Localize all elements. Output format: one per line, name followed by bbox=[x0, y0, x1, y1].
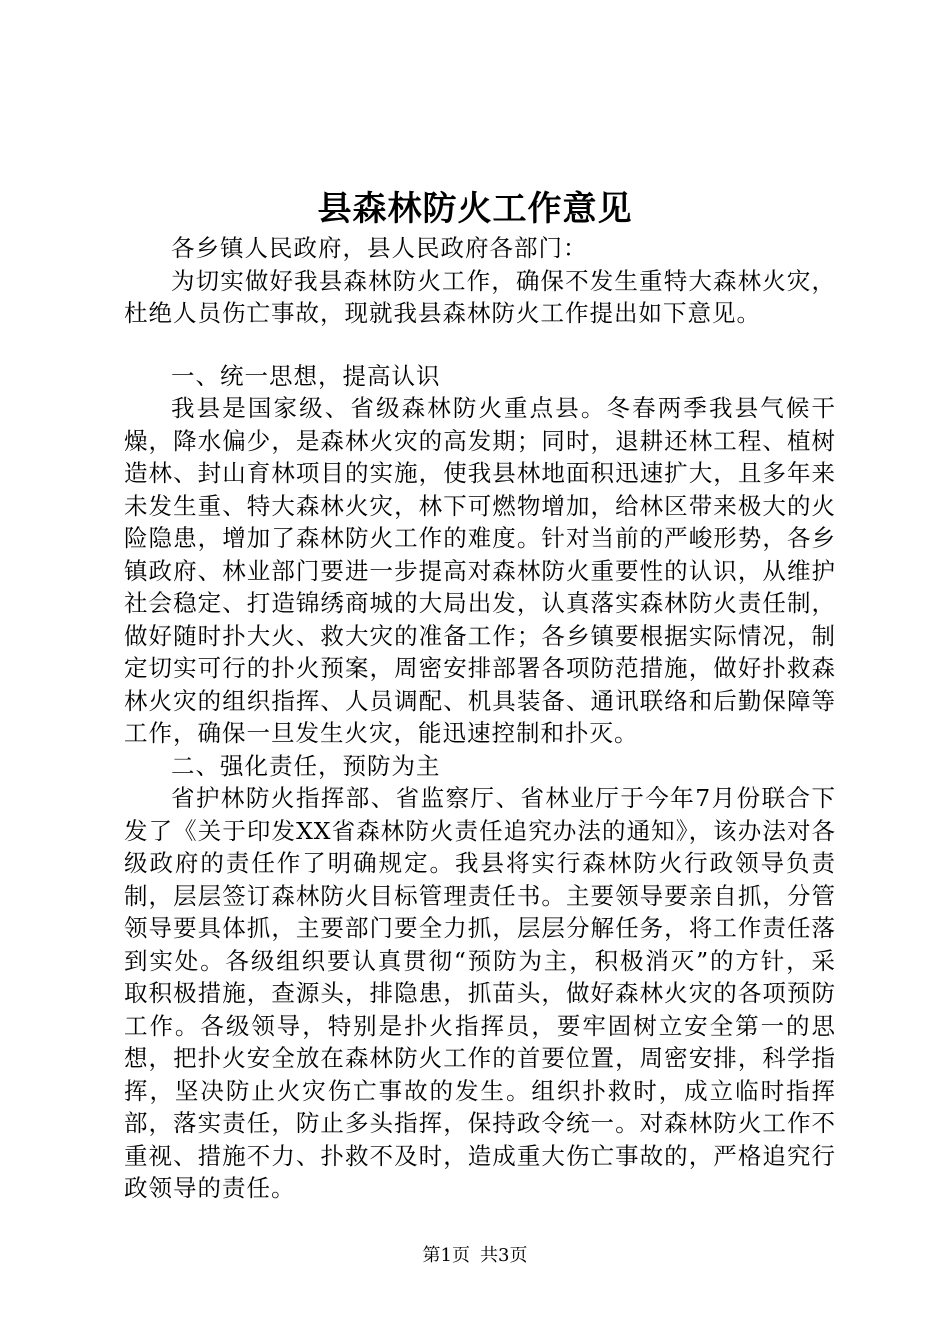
section-body-1: 我县是国家级、省级森林防火重点县。冬春两季我县气候干燥，降水偏少，是森林火灾的高发期；同时，退耕还林工程、植树造林、封山育林项目的实施，使我县林地面积迅速扩大，且多年来未发生重、特大森林火灾，林下可燃物增加，给林区带来极大的火险隐患，增加了森林防火工作的难度。针对当前的严峻形势，各乡镇政府、林业部门要进一步提高对森林防火重要性的认识，从维护社会稳定、打造锦绣商城的大局出发，认真落实森林防火责任制，做好随时扑大火、救大灾的准备工作；各乡镇要根据实际情况，制定切实可行的扑火预案，周密安排部署各项防范措施，做好扑救森林火灾的组织指挥、人员调配、机具装备、通讯联络和后勤保障等工作，确保一旦发生火灾，能迅速控制和扑灭。 bbox=[124, 394, 836, 747]
section-heading-1: 一、统一思想，提高认识 bbox=[171, 361, 441, 390]
intro-paragraph: 为切实做好我县森林防火工作，确保不发生重特大森林火灾，杜绝人员伤亡事故，现就我县森林防火工作提出如下意见。 bbox=[124, 266, 836, 327]
section-heading-2: 二、强化责任，预防为主 bbox=[171, 751, 441, 780]
greeting-line: 各乡镇人民政府，县人民政府各部门： bbox=[171, 234, 588, 262]
document-body bbox=[124, 232, 836, 1205]
page-number: 第1页 bbox=[422, 1245, 470, 1266]
section-body-2: 省护林防火指挥部、省监察厅、省林业厅于今年7月份联合下发了《关于印发XX省森林防火责任追究办法的通知》，该办法对各级政府的责任作了明确规定。我县将实行森林防火行政领导负责制，层层签订森林防火目标管理责任书。主要领导要亲自抓，分管领导要具体抓，主要部门要全力抓，层层分解任务，将工作责任落到实处。各级组织要认真贯彻“预防为主，积极消灭”的方针，采取积极措施，查源头，排隐患，抓苗头，做好森林火灾的各项预防工作。各级领导，特别是扑火指挥员，要牢固树立安全第一的思想，把扑火安全放在森林防火工作的首要位置，周密安排，科学指挥，坚决防止火灾伤亡事故的发生。组织扑救时，成立临时指挥部，落实责任，防止多头指挥，保持政令统一。对森林防火工作不重视、措施不力、扑救不及时，造成重大伤亡事故的，严格追究行政领导的责任。 bbox=[124, 784, 836, 1202]
page-total: 共3页 bbox=[480, 1245, 528, 1266]
document-title: 县森林防火工作意见 bbox=[317, 189, 633, 229]
page-footer bbox=[0, 1244, 950, 1268]
